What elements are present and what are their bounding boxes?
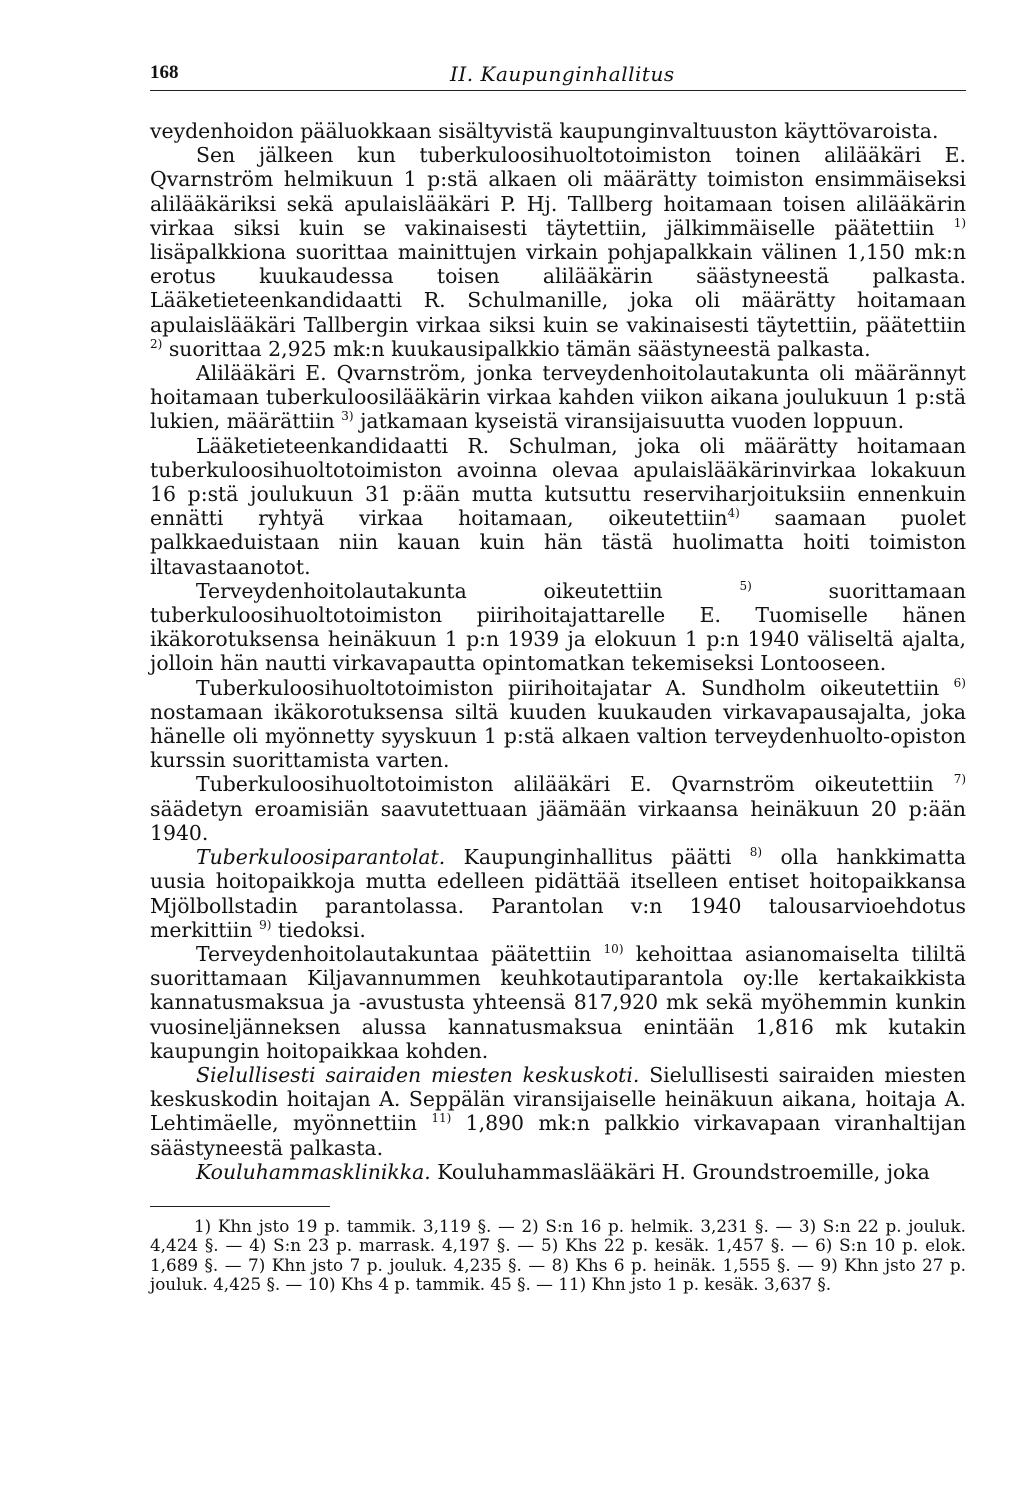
paragraph-text: nostamaan ikäkorotuksensa siltä kuuden kuukauden virkavapausajalta, joka hänelle oli myönnetty syyskuun 1 p:stä alkaen valtion terveydenhuolto-opiston kurssin suorittamista varten. bbox=[150, 699, 966, 773]
running-head: II. Kaupunginhallitus bbox=[450, 62, 675, 86]
paragraph-text: Alilääkäri E. Qvarnström, jonka terveydenhoitolautakunta oli määrännyt hoitamaan tuberkuloosilääkärin virkaa kahden viikon aikana joulukuun 1 p:stä lukien, määrättiin bbox=[150, 361, 966, 434]
run-in-heading: Tuberkuloosiparantolat. bbox=[196, 845, 446, 870]
paragraph-text: Terveydenhoitolautakunta oikeutettiin bbox=[196, 578, 663, 603]
paragraph-text: Tuberkuloosihuoltotoimiston piirihoitajatar A. Sundholm oikeutettiin bbox=[196, 675, 940, 700]
paragraph-text: veydenhoidon pääluokkaan sisältyvistä kaupunginvaltuuston käyttövaroista. bbox=[150, 119, 939, 143]
footnote-divider bbox=[150, 1206, 330, 1207]
run-in-heading: Sielullisesti sairaiden miesten keskuskoti. bbox=[196, 1062, 640, 1087]
footnote-marker-4: 4) bbox=[727, 506, 740, 521]
paragraph-text: Sielullisesti sairaiden miesten keskuskodin hoitajan A. Seppälän viransijaiselle heinäkuun aikana, hoitaja A. Lehtimäelle, myönnettiin bbox=[150, 1062, 966, 1136]
footnote-marker-3: 3) bbox=[341, 409, 354, 424]
footnote-text: 1) Khn jsto 19 p. tammik. 3,119 §. — 2) S:n 16 p. helmik. 3,231 §. — 3) S:n 22 p. jouluk. 4,424 §. — 4) S:n 23 p. marrask. 4,197 §. — 5) Khs 22 p. kesäk. 1,457 §. — 6) S:n 10 p. elok. 1,689 §. — 7) Khn jsto 7 p. jouluk. 4,235 §. — 8) Khs 6 p. heinäk. 1,555 §. — 9) Khn jsto 27 p. jouluk. 4,425 §. — 10) Khs 4 p. tammik. 45 §. — 11) Khn jsto 1 p. kesäk. 3,637 §. bbox=[150, 1215, 966, 1295]
paragraph-3 bbox=[150, 361, 966, 434]
paragraph-text: Lääketieteenkandidaatti R. Schulman, joka oli määrätty hoitamaan tuberkuloosihuoltotoimiston avoinna olevaa apulaislääkärinvirkaa lokakuun 16 p:stä joulukuun 31 p:ään mutta kutsuttu reserviharjoituksiin ennenkuin ennätti ryhtyä virkaa hoitamaan, oikeutettiin bbox=[150, 433, 966, 531]
paragraph-text: Kaupunginhallitus päätti bbox=[463, 845, 732, 870]
run-in-heading: Kouluhammasklinikka. bbox=[196, 1159, 431, 1184]
paragraph-5 bbox=[150, 579, 966, 676]
paragraph-text: suorittaa 2,925 mk:n kuukausipalkkio tämän säästyneestä palkasta. bbox=[168, 336, 871, 361]
paragraph-text: 1,890 mk:n palkkio virkavapaan viranhaltijan säästyneestä palkasta. bbox=[150, 1111, 966, 1160]
body-text bbox=[150, 119, 966, 1184]
footnote-marker-5: 5) bbox=[739, 578, 752, 593]
paragraph-1 bbox=[150, 119, 966, 143]
paragraph-text: Terveydenhoitolautakuntaa päätettiin bbox=[196, 941, 592, 966]
paragraph-text: olla hankkimatta uusia hoitopaikkoja mutta edelleen pidättää itselleen entiset hoitopaikkansa Mjölbollstadin parantolassa. Parantolan v:n 1940 talousarvioehdotus merkittiin bbox=[150, 845, 967, 942]
paragraph-4 bbox=[150, 434, 966, 579]
paragraph-2 bbox=[150, 143, 966, 361]
paragraph-text: Sen jälkeen kun tuberkuloosihuoltotoimiston toinen alilääkäri E. Qvarnström helmikuun 1 p:stä alkaen oli määrätty toimiston ensimmäiseksi alilääkäriksi sekä apulaislääkäri P. Hj. Tallberg hoitamaan toisen alilääkärin virkaa siksi kuin se vakinaisesti täytettiin, jälkimmäiselle päätettiin bbox=[150, 143, 966, 240]
paragraph-10 bbox=[150, 1063, 966, 1160]
page-header bbox=[150, 58, 966, 91]
footnote-marker-10: 10) bbox=[603, 941, 624, 956]
paragraph-text: Tuberkuloosihuoltotoimiston alilääkäri E. Qvarnström oikeutettiin bbox=[196, 772, 934, 797]
paragraph-7 bbox=[150, 772, 966, 845]
footnote-marker-11: 11) bbox=[431, 1111, 452, 1126]
footnote-marker-6: 6) bbox=[953, 675, 966, 690]
footnote-marker-1: 1) bbox=[953, 215, 967, 230]
paragraph-6 bbox=[150, 676, 966, 773]
footnote-marker-7: 7) bbox=[953, 772, 967, 787]
page-number: 168 bbox=[150, 62, 179, 83]
document-page bbox=[150, 58, 966, 1295]
paragraph-8 bbox=[150, 845, 966, 942]
footnotes bbox=[150, 1217, 966, 1295]
paragraph-text: Kouluhammaslääkäri H. Groundstroemille, joka bbox=[437, 1159, 930, 1184]
paragraph-text: saamaan puolet palkkaeduistaan niin kauan kuin hän tästä huolimatta hoiti toimiston iltavastaanotot. bbox=[150, 506, 966, 579]
paragraph-9 bbox=[150, 942, 966, 1063]
paragraph-text: suorittamaan tuberkuloosihuoltotoimiston piirihoitajattarelle E. Tuomiselle hänen ikäkorotuksensa heinäkuun 1 p:n 1939 ja elokuun 1 p:n 1940 väliseltä ajalta, jolloin hän nautti virkavapautta opintomatkan tekemiseksi Lontooseen. bbox=[150, 578, 966, 676]
paragraph-text: tiedoksi. bbox=[277, 917, 366, 942]
footnote-marker-2: 2) bbox=[150, 336, 163, 351]
footnote-marker-8: 8) bbox=[749, 845, 763, 860]
paragraph-text: jatkamaan kyseistä viransijaisuutta vuoden loppuun. bbox=[360, 409, 905, 434]
paragraph-text: säädetyn eroamisiän saavutettuaan jäämään virkaansa heinäkuun 20 p:ään 1940. bbox=[150, 796, 966, 845]
footnote-marker-9: 9) bbox=[259, 917, 272, 932]
paragraph-11 bbox=[150, 1160, 966, 1184]
paragraph-text: kehoittaa asianomaiselta tililtä suorittamaan Kiljavannummen keuhkotautiparantola oy:lle kertakaikkista kannatusmaksua ja -avustusta yhteensä 817,920 mk sekä myöhemmin kunkin vuosineljänneksen alussa kannatusmaksua enintään 1,816 mk kutakin kaupungin hoitopaikkaa kohden. bbox=[150, 941, 967, 1063]
paragraph-text: lisäpalkkiona suorittaa mainittujen virkain pohjapalkkain välinen 1,150 mk:n erotus kuukaudessa toisen alilääkärin säästyneestä palkasta. Lääketieteenkandidaatti R. Schulmanille, joka oli määrätty hoitamaan apulaislääkäri Tallbergin virkaa siksi kuin se vakinaisesti täytettiin, päätettiin bbox=[150, 240, 966, 337]
